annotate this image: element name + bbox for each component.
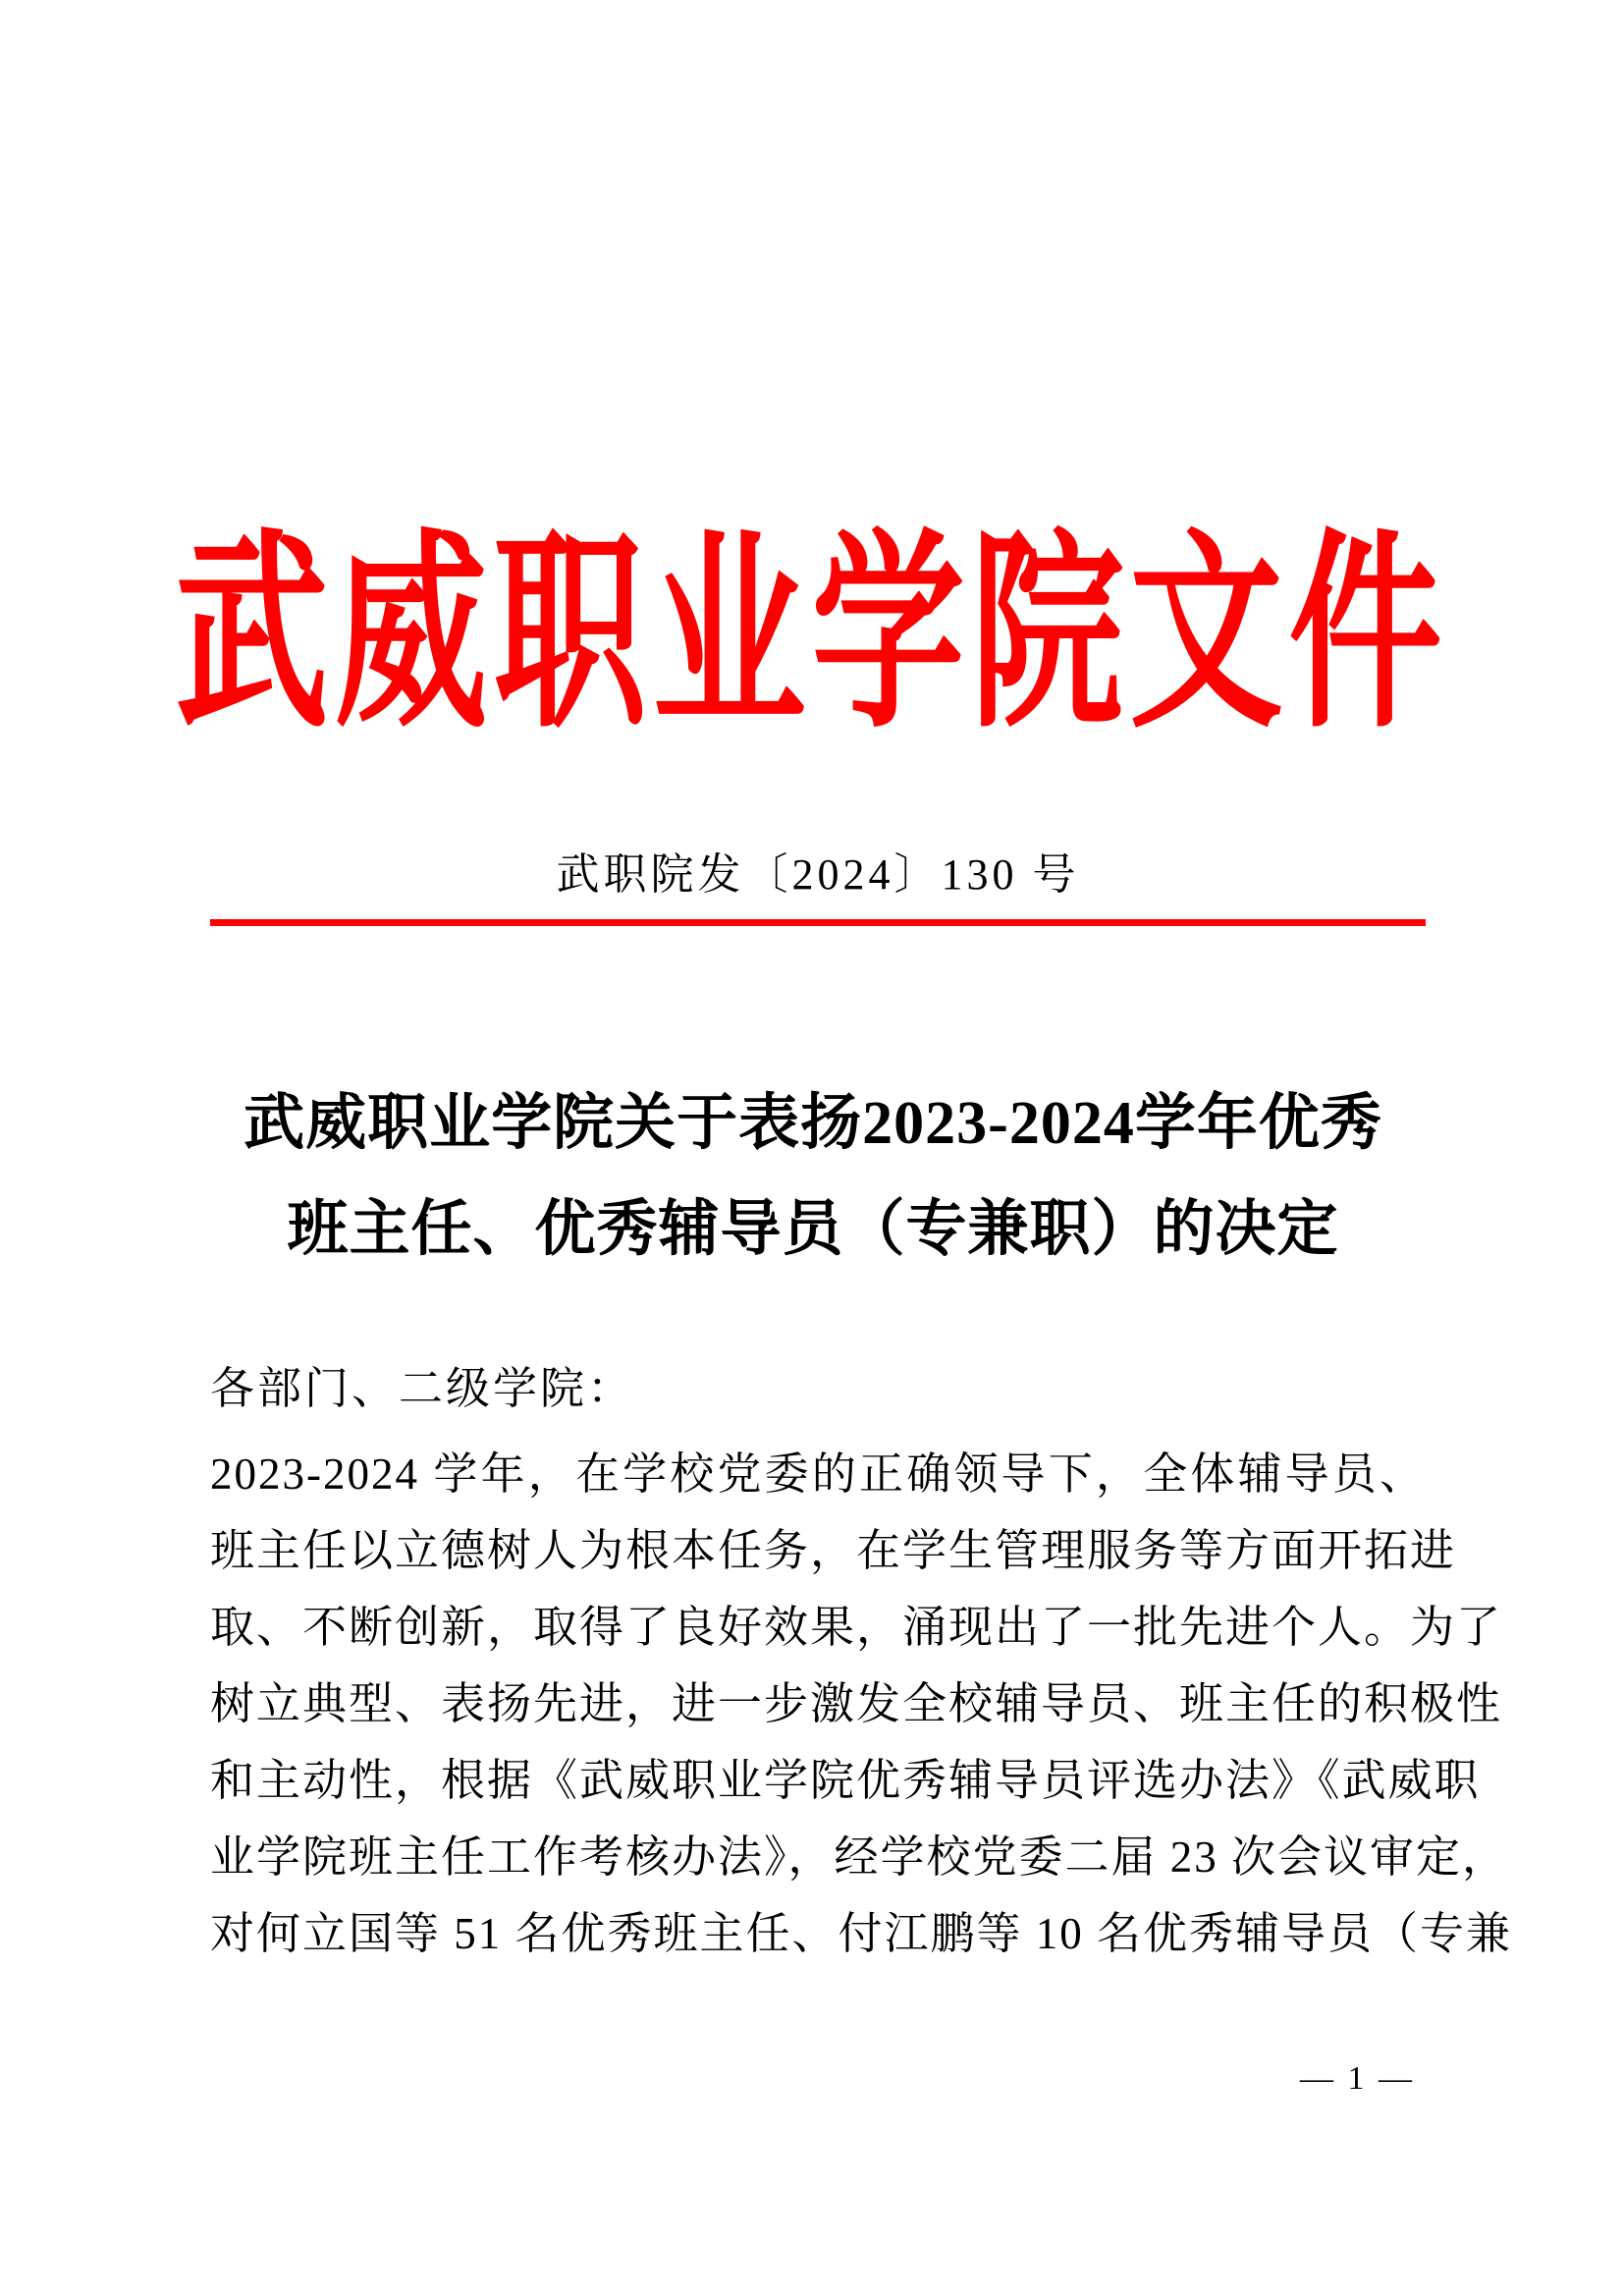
notice-title-line-1: 武威职业学院关于表扬2023-2024学年优秀 xyxy=(243,1090,1382,1157)
body-line: 业学院班主任工作考核办法》，经学校党委二届 23 次会议审定， xyxy=(210,1832,1509,1882)
body-line: 2023-2024 学年，在学校党委的正确领导下，全体辅导员、 xyxy=(210,1449,1426,1499)
page-number: — 1 — xyxy=(1300,2060,1415,2097)
body-line: 取、不断创新，取得了良好效果，涌现出了一批先进个人。为了 xyxy=(210,1603,1503,1652)
body-line: 对何立国等 51 名优秀班主任、付江鹏等 10 名优秀辅导员（专兼 xyxy=(210,1909,1513,1958)
notice-title xyxy=(205,1070,1421,1283)
body-line: 树立典型、表扬先进，进一步激发全校辅导员、班主任的积极性 xyxy=(210,1679,1503,1728)
document-number: 武职院发〔2024〕130 号 xyxy=(556,850,1080,899)
notice-body xyxy=(210,1436,1513,1972)
salutation: 各部门、二级学院： xyxy=(210,1364,635,1413)
red-divider-line xyxy=(210,919,1426,926)
body-line: 和主动性，根据《武威职业学院优秀辅导员评选办法》《武威职 xyxy=(210,1756,1481,1805)
letterhead-title: 武威职业学院文件 xyxy=(175,518,1448,753)
body-line: 班主任以立德树人为根本任务，在学生管理服务等方面开拓进 xyxy=(210,1526,1457,1575)
notice-title-line-2: 班主任、优秀辅导员（专兼职）的决定 xyxy=(287,1196,1339,1263)
